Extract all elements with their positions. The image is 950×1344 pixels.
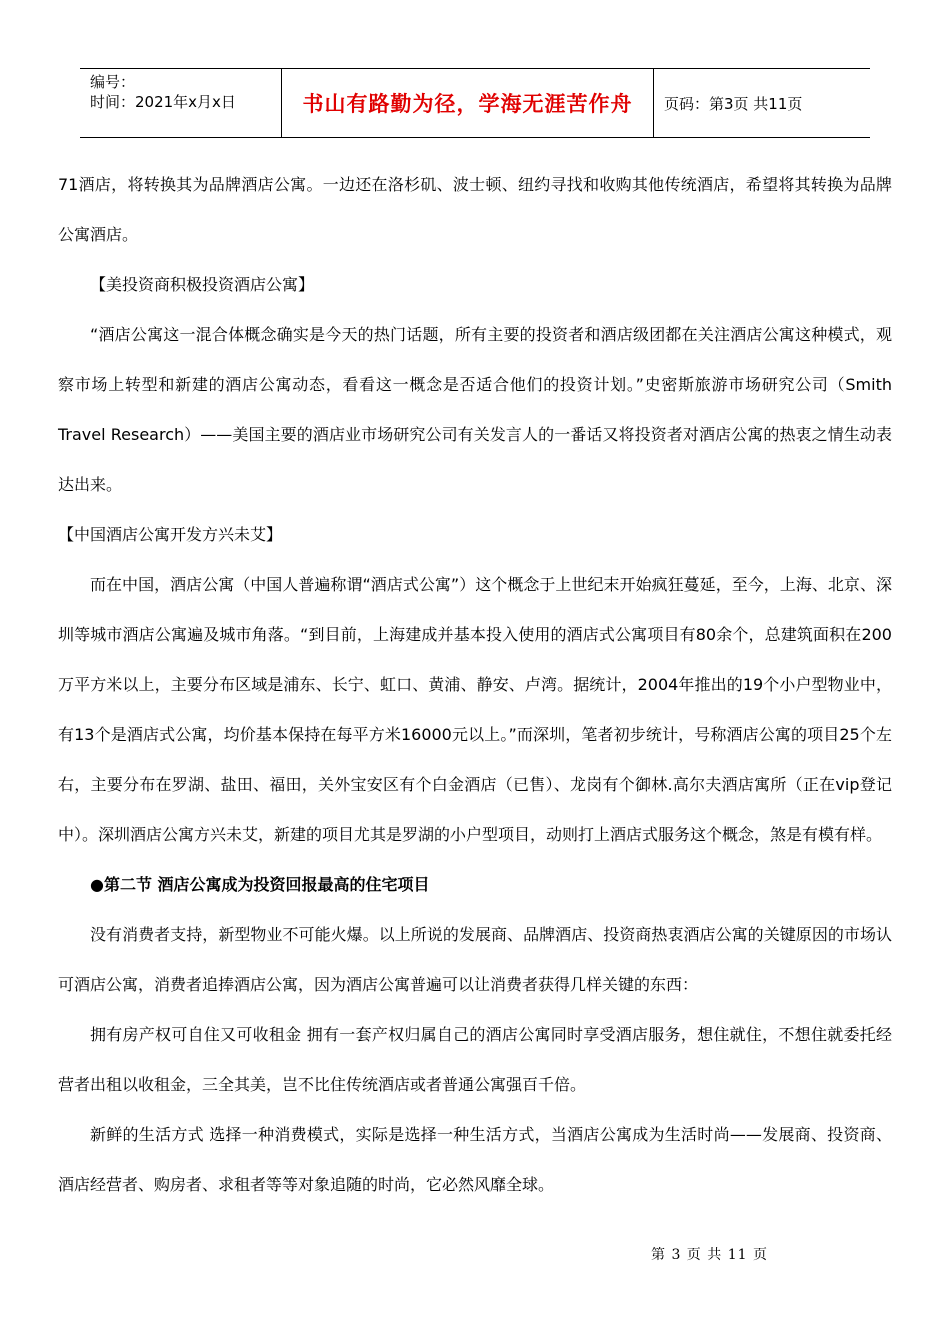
document-date-label: 时间：2021年x月x日 <box>90 93 236 111</box>
body-paragraph: 而在中国，酒店公寓（中国人普遍称谓“酒店式公寓”）这个概念于上世纪末开始疯狂蔓延，至今，上海、北京、深圳等城市酒店公寓遍及城市角落。“到目前，上海建成并基本投入使用的酒店式公寓项目有80余个，总建筑面积在200万平方米以上，主要分布区域是浦东、长宁、虹口、黄浦、静安、卢湾。据统计，2004年推出的19个小户型物业中，有13个是酒店式公寓，均价基本保持在每平方米16000元以上。”而深圳，笔者初步统计，号称酒店公寓的项目25个左右，主要分布在罗湖、盐田、福田，关外宝安区有个白金酒店（已售）、龙岗有个御林.高尔夫酒店寓所（正在vip登记中）。深圳酒店公寓方兴未艾，新建的项目尤其是罗湖的小户型项目，动则打上酒店式服务这个概念，煞是有模有样。 <box>58 575 892 844</box>
document-body <box>58 160 892 1210</box>
header-page-number: 页码：第3页 共11页 <box>664 94 803 113</box>
header-motto: 书山有路勤为径，学海无涯苦作舟 <box>282 69 654 137</box>
body-paragraph: 没有消费者支持，新型物业不可能火爆。以上所说的发展商、品牌酒店、投资商热衷酒店公寓的关键原因的市场认可酒店公寓，消费者追捧酒店公寓，因为酒店公寓普遍可以让消费者获得几样关键的东西： <box>58 925 892 994</box>
section-heading-china-development: 【中国酒店公寓开发方兴未艾】 <box>58 525 283 544</box>
body-paragraph: 71酒店，将转换其为品牌酒店公寓。一边还在洛杉矶、波士顿、纽约寻找和收购其他传统酒店，希望将其转换为品牌公寓酒店。 <box>58 175 892 244</box>
page-footer: 第 3 页 共 11 页 <box>651 1247 768 1263</box>
section-title-second: ●第二节 酒店公寓成为投资回报最高的住宅项目 <box>90 875 430 894</box>
page-header <box>80 68 870 138</box>
header-meta-cell <box>80 69 282 137</box>
body-paragraph: 拥有房产权可自住又可收租金 拥有一套产权归属自己的酒店公寓同时享受酒店服务，想住就住，不想住就委托经营者出租以收租金，三全其美，岂不比住传统酒店或者普通公寓强百千倍。 <box>58 1025 892 1094</box>
body-paragraph: “酒店公寓这一混合体概念确实是今天的热门话题，所有主要的投资者和酒店级团都在关注酒店公寓这种模式，观察市场上转型和新建的酒店公寓动态，看看这一概念是否适合他们的投资计划。”史密斯旅游市场研究公司（Smith Travel Research）——美国主要的酒店业市场研究公司有关发言人的一番话又将投资者对酒店公寓的热衷之情生动表达出来。 <box>58 325 892 494</box>
document-number-label: 编号： <box>90 73 136 91</box>
section-heading-us-investors: 【美投资商积极投资酒店公寓】 <box>90 275 315 294</box>
body-paragraph: 新鲜的生活方式 选择一种消费模式，实际是选择一种生活方式，当酒店公寓成为生活时尚——发展商、投资商、酒店经营者、购房者、求租者等等对象追随的时尚，它必然风靡全球。 <box>58 1125 892 1194</box>
